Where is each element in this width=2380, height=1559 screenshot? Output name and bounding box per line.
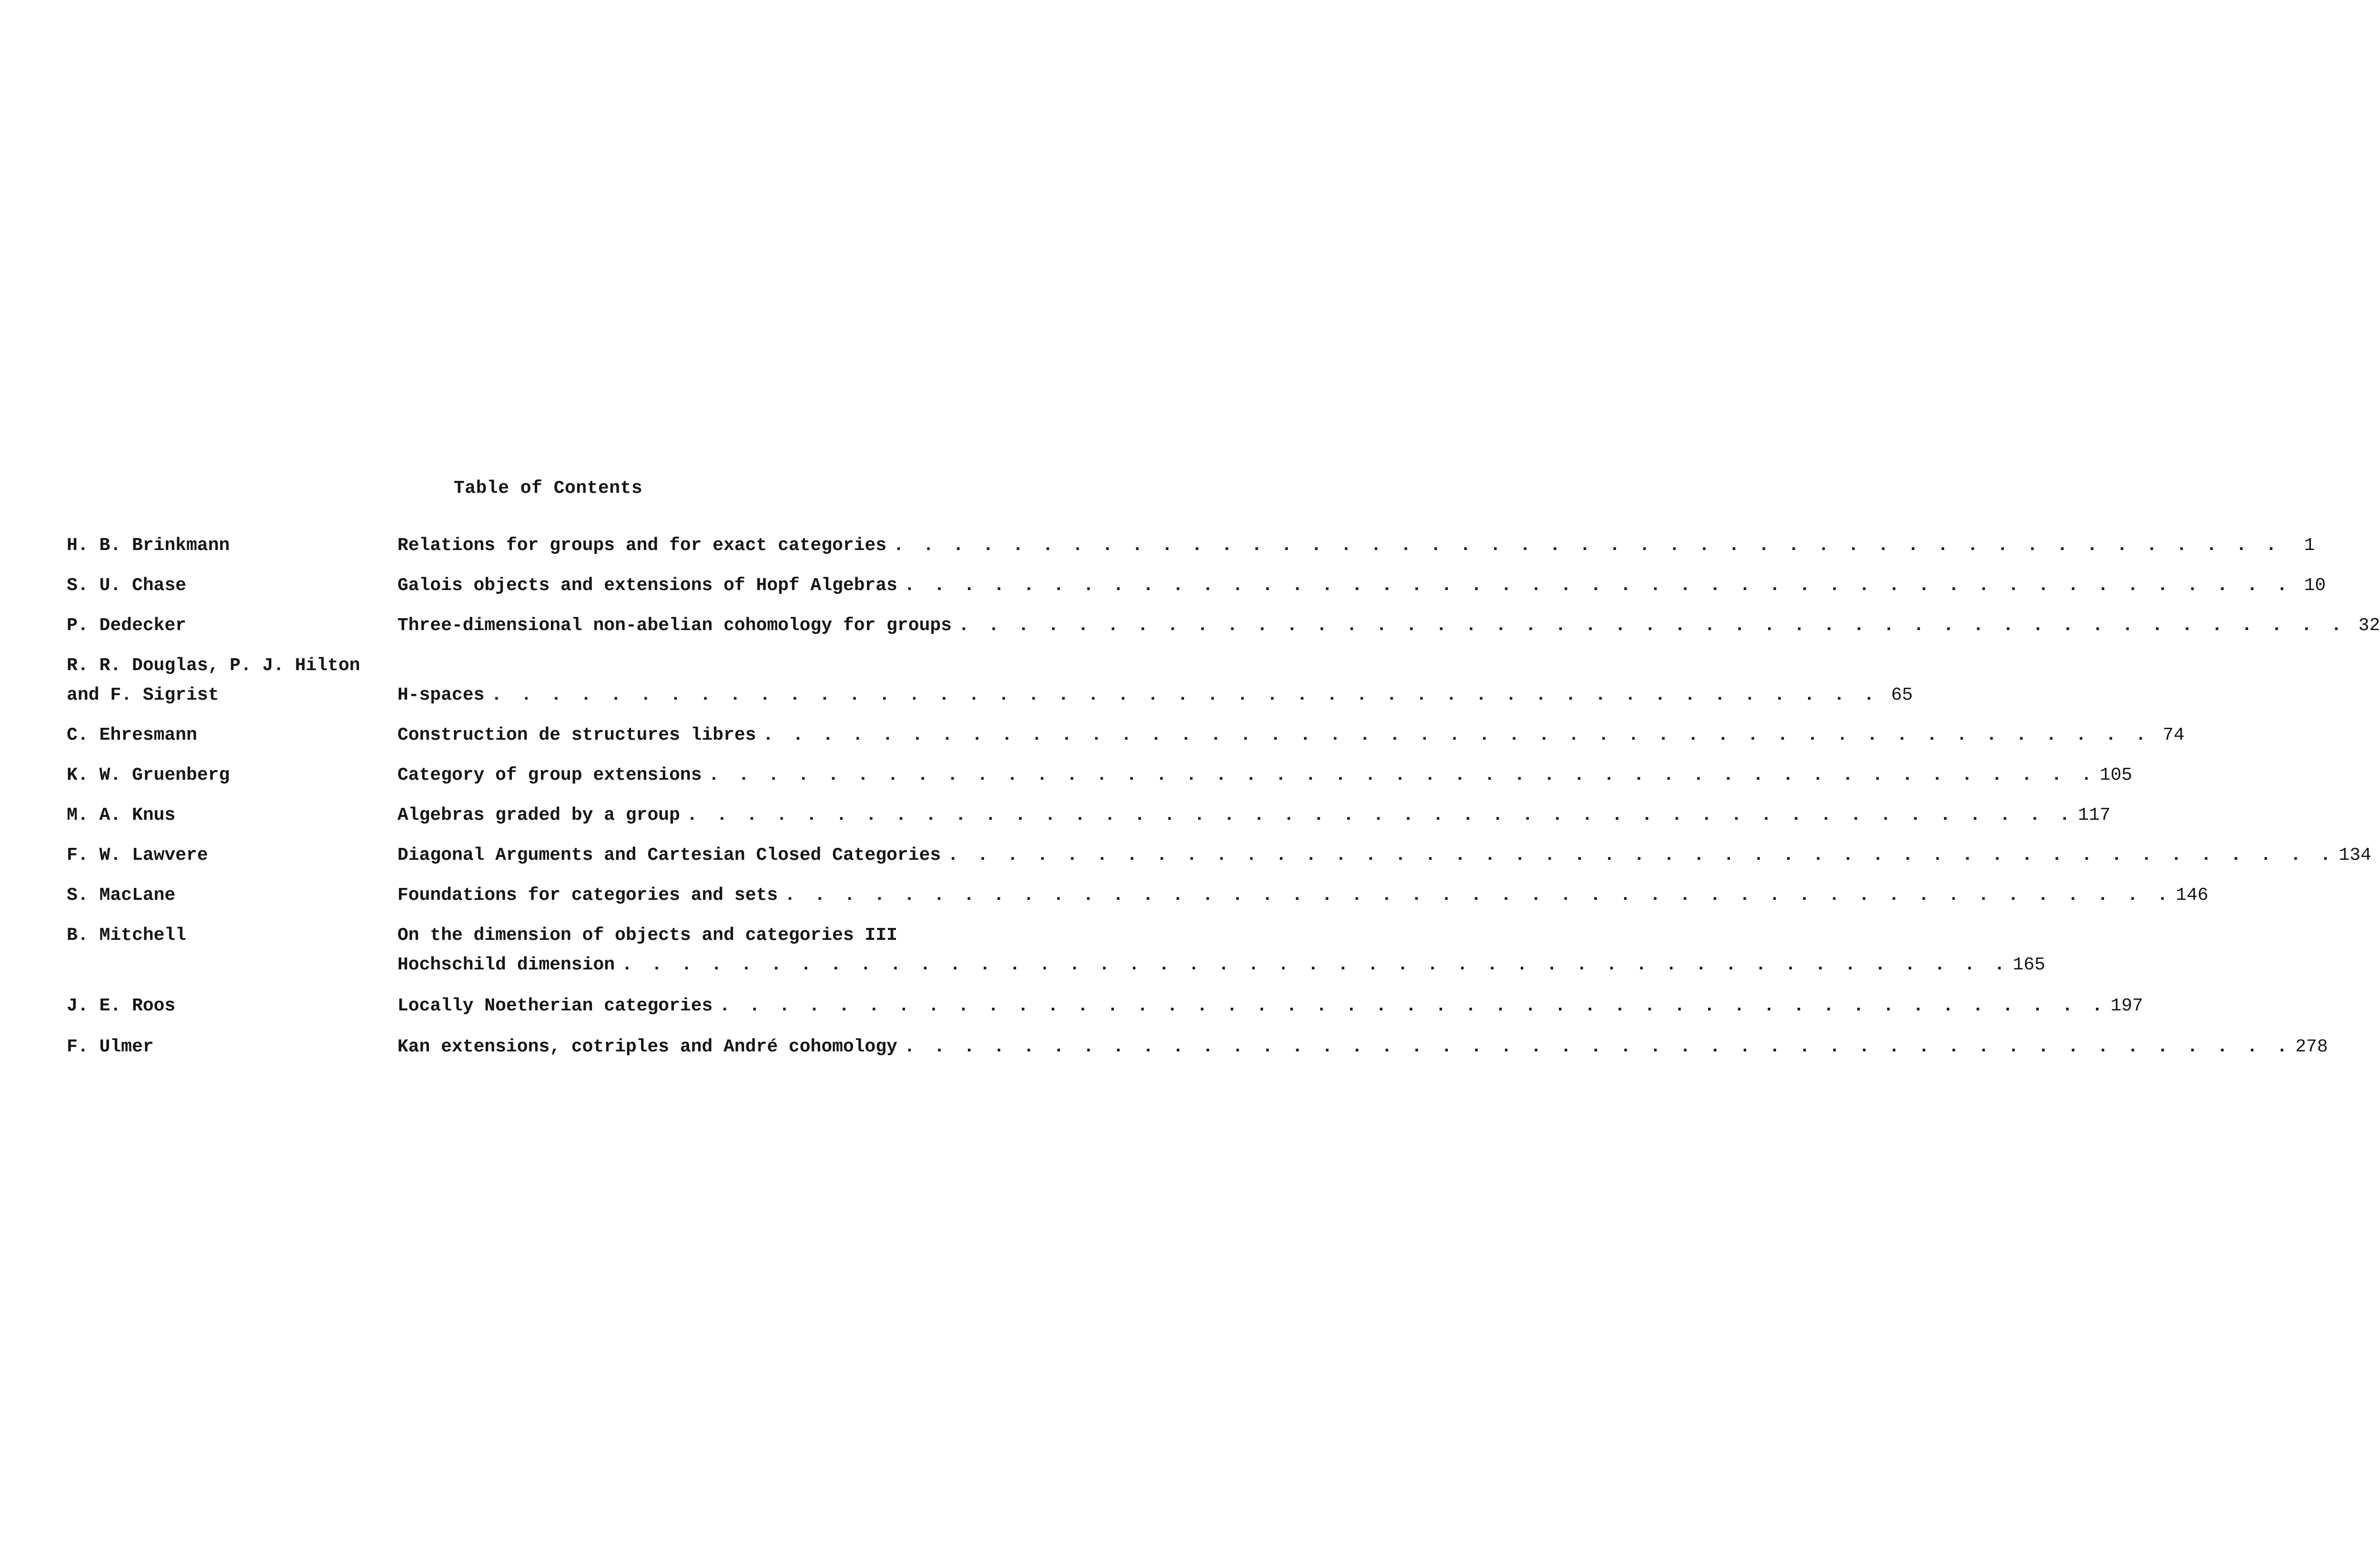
entry-author — [67, 537, 230, 566]
entry-author — [67, 726, 197, 756]
entry-title: Relations for groups and for exact categories — [397, 535, 887, 556]
author-line: R. R. Douglas, P. J. Hilton — [67, 655, 360, 676]
entry-title: Galois objects and extensions of Hopf Algebras — [397, 575, 897, 596]
title-line-with-page — [397, 615, 2380, 636]
page-title: Table of Contents — [454, 478, 643, 499]
dot-leader: . . . . . . . . . . . . . . . . . . . . . . . . . . . . . . . . . . . . . . . . . . . . . . . — [708, 765, 2096, 785]
entry-title: Kan extensions, cotriples and André cohomology — [397, 1037, 897, 1057]
entry-work — [397, 885, 2208, 906]
page-number: 1 — [2304, 535, 2315, 556]
entry-author — [67, 1038, 153, 1068]
entry-author — [67, 617, 186, 646]
title-line-with-page — [397, 885, 2208, 906]
title-line: On the dimension of objects and categories III — [397, 925, 897, 946]
entry-author — [67, 766, 230, 796]
title-line-with-page — [397, 996, 2143, 1016]
entry-author — [67, 927, 186, 956]
entry-work — [397, 765, 2133, 785]
entry-title: Diagonal Arguments and Cartesian Closed Categories — [397, 845, 941, 866]
page-number: 197 — [2110, 996, 2143, 1016]
dot-leader: . . . . . . . . . . . . . . . . . . . . . . . . . . . . . . . . . . . . . . . . . . . . . . . — [893, 535, 2281, 556]
author-line: M. A. Knus — [67, 805, 176, 825]
entry-work — [397, 996, 2143, 1016]
author-line: C. Ehresmann — [67, 725, 197, 745]
entry-work — [397, 845, 2371, 866]
entry-title: Hochschild dimension — [397, 955, 615, 975]
entry-work — [397, 575, 2326, 596]
title-line-with-page — [397, 955, 2045, 975]
entry-title: Category of group extensions — [397, 765, 702, 785]
title-line-with-page — [397, 575, 2326, 596]
dot-leader: . . . . . . . . . . . . . . . . . . . . . . . . . . . . . . . . . . . . . . . . . . . . . . . — [686, 805, 2075, 825]
page-number: 32 — [2358, 615, 2380, 636]
title-line-with-page — [397, 725, 2185, 745]
page-number: 165 — [2013, 955, 2045, 975]
author-line: F. Ulmer — [67, 1037, 154, 1057]
entry-title: Locally Noetherian categories — [397, 996, 713, 1016]
author-line: H. B. Brinkmann — [67, 535, 230, 556]
entry-title: Foundations for categories and sets — [397, 885, 778, 906]
page-number: 117 — [2078, 805, 2111, 825]
author-line: S. MacLane — [67, 885, 176, 906]
author-line: K. W. Gruenberg — [67, 765, 230, 785]
dot-leader: . . . . . . . . . . . . . . . . . . . . . . . . . . . . . . . . . . . . . . . . . . . . . . . — [491, 685, 1879, 705]
entry-work — [397, 535, 2315, 556]
dot-leader: . . . . . . . . . . . . . . . . . . . . . . . . . . . . . . . . . . . . . . . . . . . . . . . — [763, 725, 2150, 745]
title-line-with-page — [397, 535, 2315, 556]
page-number: 10 — [2304, 575, 2326, 596]
entry-author — [67, 657, 360, 716]
title-line-with-page — [397, 765, 2133, 785]
entry-work — [397, 1037, 2328, 1057]
entry-author — [67, 806, 175, 836]
entry-title: H-spaces — [397, 685, 485, 705]
entry-author — [67, 846, 208, 876]
page-number: 134 — [2339, 845, 2371, 866]
dot-leader: . . . . . . . . . . . . . . . . . . . . . . . . . . . . . . . . . . . . . . . . . . . . . . . — [947, 845, 2335, 866]
dot-leader: . . . . . . . . . . . . . . . . . . . . . . . . . . . . . . . . . . . . . . . . . . . . . . . — [719, 996, 2107, 1016]
dot-leader: . . . . . . . . . . . . . . . . . . . . . . . . . . . . . . . . . . . . . . . . . . . . . . . — [784, 885, 2172, 906]
entry-title: Algebras graded by a group — [397, 805, 680, 825]
entry-author — [67, 997, 175, 1027]
title-line-with-page — [397, 1037, 2328, 1057]
page-number: 278 — [2295, 1037, 2328, 1057]
entry-work — [397, 685, 1913, 705]
author-line: P. Dedecker — [67, 615, 186, 636]
title-line-with-page — [397, 805, 2111, 825]
author-line: F. W. Lawvere — [67, 845, 208, 866]
dot-leader: . . . . . . . . . . . . . . . . . . . . . . . . . . . . . . . . . . . . . . . . . . . . . . . — [904, 1037, 2292, 1057]
author-line: J. E. Roos — [67, 996, 176, 1016]
dot-leader: . . . . . . . . . . . . . . . . . . . . . . . . . . . . . . . . . . . . . . . . . . . . . . . — [904, 575, 2292, 596]
author-line: S. U. Chase — [67, 575, 186, 596]
title-line-with-page — [397, 845, 2371, 866]
author-line: and F. Sigrist — [67, 685, 219, 705]
entry-work — [397, 925, 2045, 975]
dot-leader: . . . . . . . . . . . . . . . . . . . . . . . . . . . . . . . . . . . . . . . . . . . . . . . — [958, 615, 2346, 636]
entry-work — [397, 615, 2380, 636]
entry-work — [397, 805, 2111, 825]
page-number: 105 — [2099, 765, 2133, 785]
entry-work — [397, 725, 2185, 745]
entry-author — [67, 577, 186, 606]
author-line: B. Mitchell — [67, 925, 186, 946]
title-line-with-page — [397, 685, 1913, 705]
entry-title: Three-dimensional non-abelian cohomology for groups — [397, 615, 952, 636]
page-number: 146 — [2176, 885, 2208, 906]
dot-leader: . . . . . . . . . . . . . . . . . . . . . . . . . . . . . . . . . . . . . . . . . . . . . . . — [621, 955, 2009, 975]
entry-author — [67, 886, 175, 916]
entry-title: Construction de structures libres — [397, 725, 756, 745]
page-number: 65 — [1891, 685, 1913, 705]
page-number: 74 — [2163, 725, 2185, 745]
